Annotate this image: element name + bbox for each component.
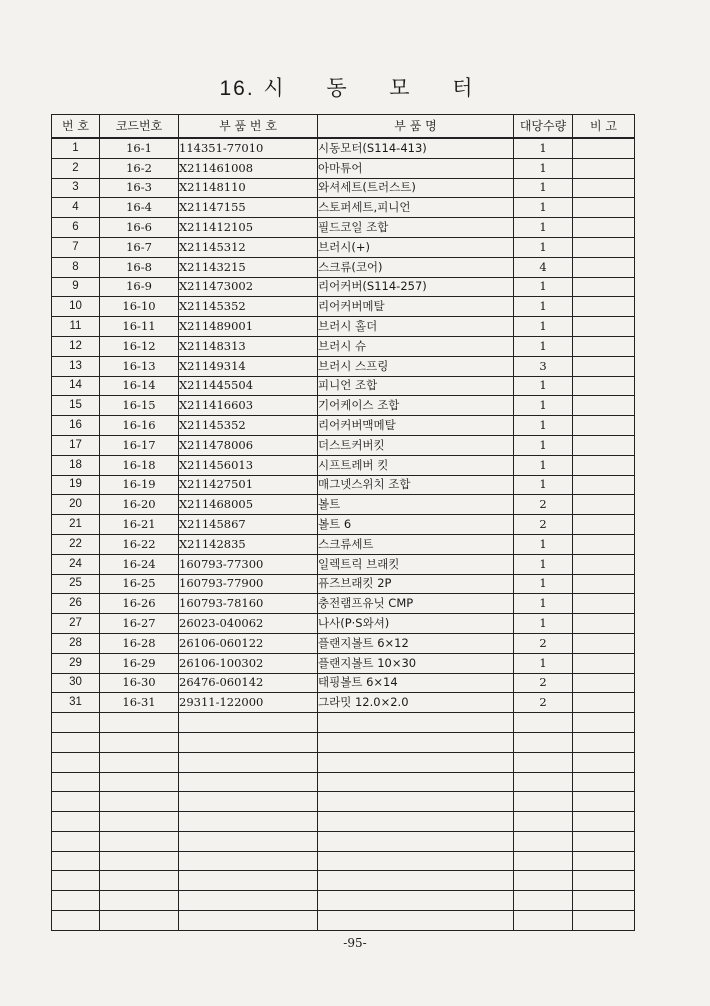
cell-remark (573, 554, 635, 574)
empty-cell (52, 713, 100, 733)
table-row (52, 653, 635, 673)
cell-part-name: 브러시(+) (318, 237, 514, 257)
cell-number: 3 (52, 178, 100, 198)
empty-cell (514, 792, 573, 812)
cell-part-name: 플랜지볼트 10×30 (318, 653, 514, 673)
cell-part-name: 플랜지볼트 6×12 (318, 633, 514, 653)
cell-number: 1 (52, 138, 100, 158)
cell-part-number: X211427501 (179, 475, 318, 495)
parts-table (51, 114, 635, 931)
cell-code: 16-3 (100, 178, 179, 198)
column-header-remarks: 비 고 (573, 115, 635, 139)
empty-cell (514, 871, 573, 891)
cell-quantity: 1 (514, 237, 573, 257)
cell-remark (573, 297, 635, 317)
cell-code: 16-27 (100, 614, 179, 634)
cell-code: 16-28 (100, 633, 179, 653)
cell-number: 4 (52, 198, 100, 218)
column-header-code: 코드번호 (100, 115, 179, 139)
table-row (52, 495, 635, 515)
cell-code: 16-29 (100, 653, 179, 673)
cell-part-number: 26023-040062 (179, 614, 318, 634)
empty-cell (514, 891, 573, 911)
empty-cell (514, 911, 573, 931)
cell-part-number: X21145867 (179, 515, 318, 535)
empty-cell (179, 732, 318, 752)
cell-number: 16 (52, 416, 100, 436)
empty-table-row (52, 891, 635, 911)
cell-part-number: X21142835 (179, 534, 318, 554)
empty-cell (100, 911, 179, 931)
cell-remark (573, 693, 635, 713)
cell-remark (573, 416, 635, 436)
cell-code: 16-2 (100, 158, 179, 178)
cell-remark (573, 673, 635, 693)
cell-part-name: 브러시 스프링 (318, 356, 514, 376)
cell-part-number: X211473002 (179, 277, 318, 297)
cell-part-number: 26476-060142 (179, 673, 318, 693)
cell-quantity: 1 (514, 594, 573, 614)
cell-part-name: 시프트레버 킷 (318, 455, 514, 475)
cell-quantity: 1 (514, 554, 573, 574)
cell-part-name: 리어커버(S114-257) (318, 277, 514, 297)
cell-remark (573, 237, 635, 257)
cell-code: 16-11 (100, 317, 179, 337)
cell-number: 26 (52, 594, 100, 614)
table-row (52, 218, 635, 238)
cell-remark (573, 475, 635, 495)
table-row (52, 673, 635, 693)
table-row (52, 455, 635, 475)
cell-part-name: 스크류세트 (318, 534, 514, 554)
cell-remark (573, 218, 635, 238)
empty-cell (179, 812, 318, 832)
cell-number: 22 (52, 534, 100, 554)
cell-part-number: X21147155 (179, 198, 318, 218)
cell-part-name: 볼트 (318, 495, 514, 515)
table-row (52, 336, 635, 356)
cell-part-name: 더스트커버킷 (318, 435, 514, 455)
cell-part-name: 매그넷스위치 조합 (318, 475, 514, 495)
cell-remark (573, 574, 635, 594)
cell-part-name: 스토퍼세트,피니언 (318, 198, 514, 218)
table-row (52, 534, 635, 554)
empty-cell (514, 732, 573, 752)
cell-quantity: 3 (514, 356, 573, 376)
cell-code: 16-14 (100, 376, 179, 396)
cell-part-number: X211461008 (179, 158, 318, 178)
table-row (52, 257, 635, 277)
empty-cell (318, 752, 514, 772)
cell-part-name: 기어케이스 조합 (318, 396, 514, 416)
empty-cell (52, 732, 100, 752)
empty-cell (318, 772, 514, 792)
cell-quantity: 2 (514, 633, 573, 653)
cell-part-number: 160793-78160 (179, 594, 318, 614)
cell-part-name: 피니언 조합 (318, 376, 514, 396)
cell-number: 18 (52, 455, 100, 475)
cell-remark (573, 257, 635, 277)
cell-code: 16-31 (100, 693, 179, 713)
cell-code: 16-20 (100, 495, 179, 515)
empty-cell (573, 812, 635, 832)
table-row (52, 297, 635, 317)
cell-code: 16-9 (100, 277, 179, 297)
cell-code: 16-21 (100, 515, 179, 535)
cell-quantity: 2 (514, 515, 573, 535)
cell-code: 16-18 (100, 455, 179, 475)
cell-part-number: 160793-77900 (179, 574, 318, 594)
empty-table-row (52, 713, 635, 733)
cell-number: 31 (52, 693, 100, 713)
cell-code: 16-24 (100, 554, 179, 574)
cell-remark (573, 653, 635, 673)
table-row (52, 138, 635, 158)
empty-cell (318, 851, 514, 871)
empty-cell (573, 831, 635, 851)
cell-part-number: X211412105 (179, 218, 318, 238)
table-row (52, 237, 635, 257)
cell-part-name: 태핑볼트 6×14 (318, 673, 514, 693)
cell-part-number: X21145312 (179, 237, 318, 257)
cell-number: 17 (52, 435, 100, 455)
empty-cell (573, 792, 635, 812)
empty-cell (318, 871, 514, 891)
empty-table-row (52, 812, 635, 832)
cell-part-name: 리어커버메탈 (318, 297, 514, 317)
empty-cell (514, 772, 573, 792)
table-row (52, 416, 635, 436)
cell-number: 20 (52, 495, 100, 515)
empty-cell (100, 732, 179, 752)
cell-code: 16-30 (100, 673, 179, 693)
empty-cell (573, 871, 635, 891)
table-row (52, 376, 635, 396)
cell-remark (573, 376, 635, 396)
cell-part-number: X211456013 (179, 455, 318, 475)
empty-cell (179, 911, 318, 931)
cell-remark (573, 277, 635, 297)
empty-cell (179, 772, 318, 792)
cell-code: 16-19 (100, 475, 179, 495)
empty-cell (52, 752, 100, 772)
cell-quantity: 2 (514, 495, 573, 515)
cell-quantity: 1 (514, 455, 573, 475)
empty-cell (573, 891, 635, 911)
cell-remark (573, 633, 635, 653)
cell-quantity: 1 (514, 317, 573, 337)
cell-code: 16-4 (100, 198, 179, 218)
table-row (52, 158, 635, 178)
cell-code: 16-17 (100, 435, 179, 455)
empty-cell (573, 713, 635, 733)
cell-part-number: X21143215 (179, 257, 318, 277)
cell-remark (573, 515, 635, 535)
cell-remark (573, 534, 635, 554)
cell-quantity: 1 (514, 534, 573, 554)
cell-number: 6 (52, 218, 100, 238)
cell-quantity: 1 (514, 297, 573, 317)
cell-quantity: 1 (514, 198, 573, 218)
cell-part-name: 시동모터(S114-413) (318, 138, 514, 158)
cell-quantity: 1 (514, 158, 573, 178)
empty-cell (100, 772, 179, 792)
cell-code: 16-8 (100, 257, 179, 277)
empty-cell (179, 792, 318, 812)
cell-number: 14 (52, 376, 100, 396)
cell-remark (573, 396, 635, 416)
cell-part-name: 브러시 홀더 (318, 317, 514, 337)
cell-remark (573, 356, 635, 376)
cell-number: 8 (52, 257, 100, 277)
cell-number: 19 (52, 475, 100, 495)
cell-code: 16-10 (100, 297, 179, 317)
section-title: 시 동 모 터 (263, 76, 491, 100)
empty-table-row (52, 752, 635, 772)
empty-cell (573, 851, 635, 871)
cell-part-number: X211445504 (179, 376, 318, 396)
column-header-no: 번 호 (52, 115, 100, 139)
cell-part-number: 114351-77010 (179, 138, 318, 158)
cell-quantity: 1 (514, 178, 573, 198)
empty-cell (52, 851, 100, 871)
cell-quantity: 1 (514, 376, 573, 396)
section-number: 16. (219, 77, 255, 100)
cell-number: 29 (52, 653, 100, 673)
cell-part-name: 퓨즈브래킷 2P (318, 574, 514, 594)
cell-number: 13 (52, 356, 100, 376)
empty-cell (100, 812, 179, 832)
cell-number: 27 (52, 614, 100, 634)
cell-part-name: 충전램프유닛 CMP (318, 594, 514, 614)
cell-code: 16-26 (100, 594, 179, 614)
empty-cell (514, 831, 573, 851)
empty-cell (100, 871, 179, 891)
empty-cell (100, 851, 179, 871)
empty-cell (52, 792, 100, 812)
cell-number: 15 (52, 396, 100, 416)
cell-number: 7 (52, 237, 100, 257)
cell-remark (573, 336, 635, 356)
cell-remark (573, 435, 635, 455)
empty-cell (318, 713, 514, 733)
cell-part-name: 필드코일 조합 (318, 218, 514, 238)
empty-cell (514, 812, 573, 832)
empty-cell (179, 831, 318, 851)
empty-cell (318, 911, 514, 931)
cell-code: 16-22 (100, 534, 179, 554)
cell-code: 16-12 (100, 336, 179, 356)
cell-quantity: 4 (514, 257, 573, 277)
cell-quantity: 1 (514, 653, 573, 673)
empty-cell (100, 752, 179, 772)
table-row (52, 614, 635, 634)
table-row (52, 693, 635, 713)
empty-cell (52, 772, 100, 792)
parts-table-body (52, 138, 635, 930)
empty-cell (573, 772, 635, 792)
empty-cell (52, 891, 100, 911)
empty-cell (52, 871, 100, 891)
cell-remark (573, 317, 635, 337)
cell-number: 11 (52, 317, 100, 337)
table-row (52, 515, 635, 535)
cell-remark (573, 495, 635, 515)
column-header-part-name: 부 품 명 (318, 115, 514, 139)
table-row (52, 396, 635, 416)
table-row (52, 633, 635, 653)
cell-number: 25 (52, 574, 100, 594)
table-row (52, 178, 635, 198)
cell-part-name: 리어커버맥메탈 (318, 416, 514, 436)
column-header-part-number: 부 품 번 호 (179, 115, 318, 139)
cell-remark (573, 198, 635, 218)
empty-cell (52, 911, 100, 931)
cell-part-name: 볼트 6 (318, 515, 514, 535)
cell-quantity: 1 (514, 336, 573, 356)
empty-table-row (52, 871, 635, 891)
page-number: -95- (343, 936, 367, 950)
cell-part-name: 그라밋 12.0×2.0 (318, 693, 514, 713)
cell-code: 16-6 (100, 218, 179, 238)
cell-part-name: 나사(P·S와셔) (318, 614, 514, 634)
empty-cell (514, 851, 573, 871)
cell-number: 2 (52, 158, 100, 178)
empty-cell (52, 812, 100, 832)
cell-part-number: X21149314 (179, 356, 318, 376)
cell-remark (573, 594, 635, 614)
cell-part-number: X211489001 (179, 317, 318, 337)
empty-cell (318, 831, 514, 851)
cell-part-number: 29311-122000 (179, 693, 318, 713)
cell-part-number: 26106-100302 (179, 653, 318, 673)
cell-number: 28 (52, 633, 100, 653)
table-header-row (52, 115, 635, 139)
empty-cell (100, 831, 179, 851)
cell-code: 16-1 (100, 138, 179, 158)
cell-part-name: 와셔세트(트러스트) (318, 178, 514, 198)
empty-table-row (52, 851, 635, 871)
empty-cell (318, 891, 514, 911)
empty-cell (52, 831, 100, 851)
empty-cell (573, 752, 635, 772)
cell-part-number: X211468005 (179, 495, 318, 515)
cell-part-number: X21148110 (179, 178, 318, 198)
empty-cell (179, 752, 318, 772)
cell-number: 21 (52, 515, 100, 535)
empty-cell (514, 713, 573, 733)
cell-quantity: 1 (514, 574, 573, 594)
cell-code: 16-16 (100, 416, 179, 436)
cell-part-name: 브러시 슈 (318, 336, 514, 356)
empty-table-row (52, 732, 635, 752)
cell-remark (573, 455, 635, 475)
table-row (52, 574, 635, 594)
empty-cell (318, 792, 514, 812)
cell-part-number: X21145352 (179, 297, 318, 317)
cell-quantity: 1 (514, 416, 573, 436)
cell-quantity: 1 (514, 396, 573, 416)
cell-number: 12 (52, 336, 100, 356)
empty-cell (179, 891, 318, 911)
cell-part-number: X21145352 (179, 416, 318, 436)
cell-part-number: 26106-060122 (179, 633, 318, 653)
cell-number: 24 (52, 554, 100, 574)
table-row (52, 277, 635, 297)
cell-part-name: 일렉트릭 브래킷 (318, 554, 514, 574)
table-row (52, 594, 635, 614)
empty-table-row (52, 911, 635, 931)
empty-cell (573, 732, 635, 752)
cell-number: 30 (52, 673, 100, 693)
cell-code: 16-7 (100, 237, 179, 257)
cell-part-number: X211478006 (179, 435, 318, 455)
table-row (52, 554, 635, 574)
cell-quantity: 1 (514, 218, 573, 238)
empty-cell (100, 792, 179, 812)
table-row (52, 317, 635, 337)
cell-quantity: 1 (514, 277, 573, 297)
cell-remark (573, 178, 635, 198)
empty-table-row (52, 772, 635, 792)
cell-remark (573, 614, 635, 634)
empty-table-row (52, 831, 635, 851)
cell-quantity: 1 (514, 614, 573, 634)
empty-cell (573, 911, 635, 931)
cell-part-name: 스크류(코어) (318, 257, 514, 277)
cell-part-number: X21148313 (179, 336, 318, 356)
page-title (0, 72, 710, 102)
table-row (52, 435, 635, 455)
cell-part-number: X211416603 (179, 396, 318, 416)
cell-quantity: 1 (514, 138, 573, 158)
cell-part-number: 160793-77300 (179, 554, 318, 574)
empty-cell (100, 713, 179, 733)
cell-quantity: 2 (514, 673, 573, 693)
cell-code: 16-25 (100, 574, 179, 594)
cell-part-name: 아마튜어 (318, 158, 514, 178)
empty-table-row (52, 792, 635, 812)
empty-cell (318, 812, 514, 832)
cell-number: 9 (52, 277, 100, 297)
table-row (52, 475, 635, 495)
cell-quantity: 1 (514, 475, 573, 495)
cell-code: 16-15 (100, 396, 179, 416)
column-header-quantity: 대당수량 (514, 115, 573, 139)
cell-remark (573, 138, 635, 158)
cell-number: 10 (52, 297, 100, 317)
empty-cell (514, 752, 573, 772)
empty-cell (179, 713, 318, 733)
cell-quantity: 1 (514, 435, 573, 455)
empty-cell (318, 732, 514, 752)
cell-remark (573, 158, 635, 178)
empty-cell (100, 891, 179, 911)
table-row (52, 198, 635, 218)
table-row (52, 356, 635, 376)
empty-cell (179, 851, 318, 871)
cell-quantity: 2 (514, 693, 573, 713)
cell-code: 16-13 (100, 356, 179, 376)
empty-cell (179, 871, 318, 891)
